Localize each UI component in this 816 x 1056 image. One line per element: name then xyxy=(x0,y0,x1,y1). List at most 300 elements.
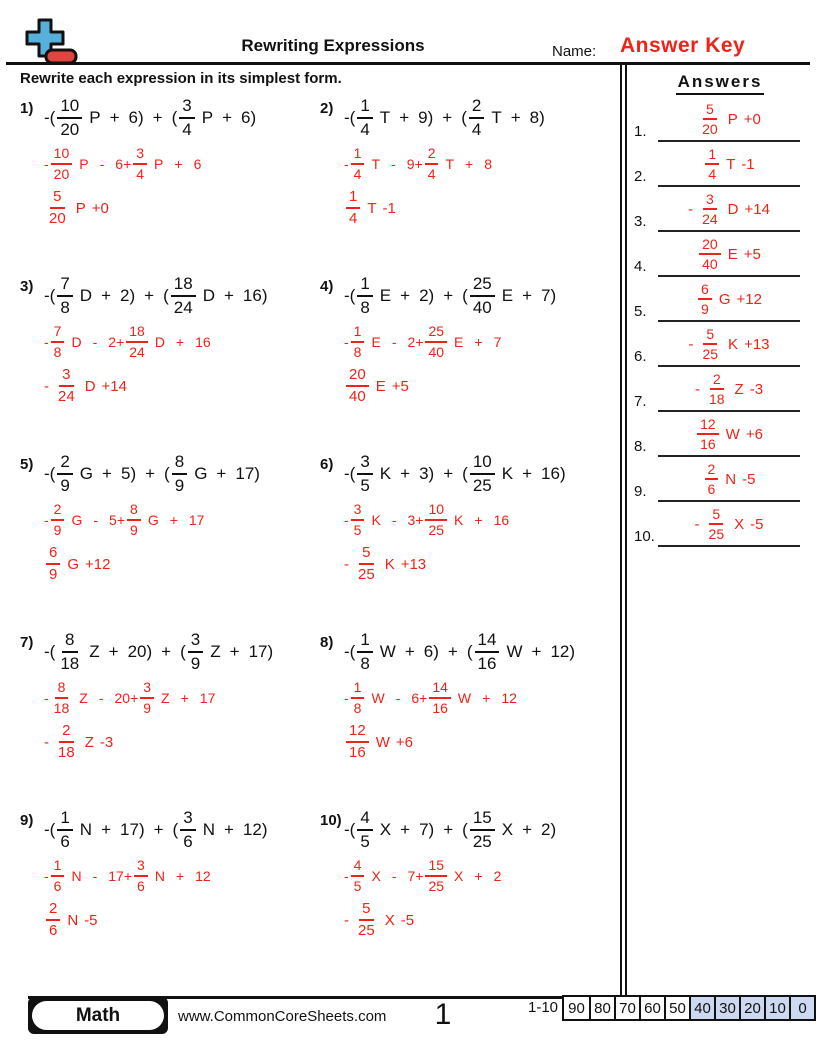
variable: N xyxy=(67,911,79,929)
fraction-numerator: 2 xyxy=(425,146,439,165)
fraction-numerator: 1 xyxy=(346,189,360,209)
answer-constant: +5 xyxy=(391,377,409,395)
minus-sign: - xyxy=(391,867,397,884)
problem-lines xyxy=(344,452,616,583)
plus-sign: + xyxy=(482,689,491,706)
minus-sign: - xyxy=(344,555,349,573)
fraction-numerator: 8 xyxy=(62,631,77,653)
problem-work xyxy=(344,502,616,537)
fraction-numerator: 18 xyxy=(126,324,148,343)
subject-badge xyxy=(28,997,168,1034)
minus-sign: - xyxy=(391,511,397,528)
minus-sign: - xyxy=(344,689,349,706)
answer-row xyxy=(634,187,806,232)
fraction-denominator: 6 xyxy=(137,877,145,894)
fraction xyxy=(699,237,721,272)
variable: Z xyxy=(79,689,88,706)
answers-list xyxy=(634,97,806,547)
variable: X xyxy=(454,867,464,884)
score-cell: 40 xyxy=(689,997,714,1019)
constant: 2 xyxy=(419,286,429,305)
website-url: www.CommonCoreSheets.com xyxy=(178,1008,387,1025)
answer-number: 2. xyxy=(634,168,647,185)
answer-key-text: Answer Key xyxy=(620,34,746,57)
close-paren: ) xyxy=(428,286,435,305)
close-paren: ) xyxy=(427,108,434,127)
variable: K xyxy=(501,464,514,483)
plus-sign: + xyxy=(415,867,424,884)
variable: Z xyxy=(734,380,744,398)
fraction-denominator: 18 xyxy=(708,391,725,408)
fraction xyxy=(180,809,195,851)
variable: G xyxy=(718,290,731,308)
minus-sign: - xyxy=(694,380,700,398)
problem-answer xyxy=(44,723,320,761)
fraction-numerator: 5 xyxy=(703,327,717,346)
problem-expression xyxy=(44,630,320,674)
fraction-denominator: 6 xyxy=(183,832,193,851)
variable: X xyxy=(384,911,395,929)
answer-row xyxy=(634,412,806,457)
constant: 12 xyxy=(242,820,262,839)
fraction-denominator: 4 xyxy=(427,165,436,182)
fraction-denominator: 9 xyxy=(701,301,709,318)
variable: G xyxy=(194,464,208,483)
fraction-denominator: 24 xyxy=(173,298,193,317)
fraction xyxy=(351,502,365,537)
variable: K xyxy=(728,335,739,353)
fraction-numerator: 10 xyxy=(425,502,447,521)
fraction-denominator: 18 xyxy=(53,699,70,716)
variable: W xyxy=(375,733,390,751)
variable: D xyxy=(154,333,165,350)
variable: N xyxy=(154,867,165,884)
problem-work xyxy=(344,680,616,715)
answer-blank xyxy=(658,147,800,187)
problem xyxy=(20,630,320,808)
plus-sign: + xyxy=(419,689,428,706)
answer-constant: +5 xyxy=(743,245,761,263)
answer-constant: +13 xyxy=(400,555,427,573)
problem-work xyxy=(44,680,320,715)
plus-sign: + xyxy=(216,464,227,483)
fraction-denominator: 25 xyxy=(702,346,719,363)
problem-work xyxy=(44,324,320,359)
fraction-numerator: 1 xyxy=(705,147,719,166)
plus-sign: + xyxy=(443,820,454,839)
close-paren: ) xyxy=(433,642,439,661)
constant: 5 xyxy=(120,464,131,483)
problem-lines xyxy=(44,452,320,583)
fraction-numerator: 10 xyxy=(470,453,495,475)
fraction xyxy=(127,502,141,537)
variable: P xyxy=(89,108,101,127)
fraction xyxy=(470,453,495,495)
variable: E xyxy=(375,377,386,395)
problem-answer xyxy=(344,901,616,939)
fraction-numerator: 3 xyxy=(134,858,148,877)
fraction xyxy=(470,809,495,851)
answer-constant: -5 xyxy=(84,911,98,929)
constant: 2 xyxy=(493,867,502,884)
constant: 16 xyxy=(195,333,211,350)
fraction-denominator: 4 xyxy=(708,166,717,183)
negative-open-paren: -( xyxy=(44,820,56,839)
fraction xyxy=(57,453,72,495)
fraction xyxy=(57,275,72,317)
score-cell: 30 xyxy=(714,997,739,1019)
plus-sign: + xyxy=(102,464,112,483)
fraction-numerator: 1 xyxy=(357,275,372,297)
problems-area xyxy=(20,96,620,986)
fraction-numerator: 15 xyxy=(470,809,495,831)
open-paren: ( xyxy=(466,642,473,661)
close-paren: ) xyxy=(250,108,257,127)
fraction-denominator: 4 xyxy=(349,210,358,228)
fraction-numerator: 18 xyxy=(171,275,196,297)
fraction-numerator: 5 xyxy=(709,507,723,526)
problem-answer xyxy=(344,723,616,761)
fraction-denominator: 6 xyxy=(60,832,70,851)
plus-sign: + xyxy=(223,820,234,839)
plus-sign: + xyxy=(223,286,234,305)
score-cell: 60 xyxy=(639,997,664,1019)
fraction-denominator: 8 xyxy=(53,343,62,360)
plus-sign: + xyxy=(222,108,233,127)
variable: E xyxy=(379,286,392,305)
answer-number: 4. xyxy=(634,258,647,275)
constant: 7 xyxy=(493,333,502,350)
minus-sign: - xyxy=(344,155,349,172)
variable: Z xyxy=(84,733,94,751)
constant: 2 xyxy=(407,333,416,350)
negative-open-paren: -( xyxy=(344,642,356,661)
plus-sign: + xyxy=(161,642,172,661)
variable: X xyxy=(371,867,381,884)
minus-sign: - xyxy=(44,867,49,884)
problem-expression xyxy=(344,96,616,140)
problem-expression xyxy=(344,452,616,496)
fraction-numerator: 7 xyxy=(51,324,65,343)
answer-blank xyxy=(658,237,800,277)
fraction xyxy=(699,102,721,137)
minus-sign: - xyxy=(44,377,49,395)
problem-number: 4) xyxy=(320,278,334,295)
fraction-numerator: 2 xyxy=(46,901,60,921)
plus-sign: + xyxy=(414,155,423,172)
fraction xyxy=(57,631,82,673)
minus-sign: - xyxy=(688,335,694,353)
answer-blank xyxy=(658,282,800,322)
plus-sign: + xyxy=(443,286,454,305)
plus-sign: + xyxy=(145,464,156,483)
fraction xyxy=(133,146,147,181)
problem-lines xyxy=(44,808,320,939)
fraction xyxy=(51,680,73,715)
answer-constant: -3 xyxy=(749,380,764,398)
plus-sign: + xyxy=(101,820,112,839)
fraction xyxy=(357,275,372,317)
fraction-denominator: 24 xyxy=(58,388,75,406)
minus-sign: - xyxy=(44,511,49,528)
close-paren: ) xyxy=(428,464,435,483)
fraction-denominator: 24 xyxy=(129,343,145,360)
fraction-numerator: 1 xyxy=(351,680,365,699)
constant: 17 xyxy=(108,867,124,884)
variable: K xyxy=(371,511,381,528)
answer-blank xyxy=(658,102,800,142)
variable: N xyxy=(71,867,82,884)
fraction-numerator: 10 xyxy=(57,97,82,119)
problem-work xyxy=(44,146,320,181)
variable: D xyxy=(71,333,82,350)
fraction-numerator: 1 xyxy=(351,146,365,165)
column-divider xyxy=(620,65,627,996)
constant: 20 xyxy=(127,642,147,661)
plus-sign: + xyxy=(415,333,424,350)
problem-answer xyxy=(44,545,320,583)
answer-blank xyxy=(658,372,800,412)
fraction xyxy=(126,324,148,359)
minus-sign: - xyxy=(395,689,401,706)
fraction-denominator: 4 xyxy=(182,120,192,139)
answer-number: 10. xyxy=(634,528,655,545)
variable: E xyxy=(371,333,381,350)
variable: G xyxy=(79,464,94,483)
page-title: Rewriting Expressions xyxy=(241,36,425,55)
close-paren: ) xyxy=(550,286,557,305)
answer-constant: +6 xyxy=(395,733,413,751)
answer-constant: -5 xyxy=(742,470,756,488)
open-paren: ( xyxy=(461,108,467,127)
fraction xyxy=(705,462,719,497)
plus-sign: + xyxy=(123,155,132,172)
fraction-denominator: 5 xyxy=(353,877,362,894)
fraction-denominator: 24 xyxy=(702,211,718,228)
constant: 2 xyxy=(108,333,117,350)
variable: N xyxy=(725,470,737,488)
fraction-numerator: 2 xyxy=(51,502,65,521)
answer-number: 3. xyxy=(634,213,647,230)
constant: 2 xyxy=(541,820,551,839)
variable: N xyxy=(79,820,93,839)
fraction-denominator: 20 xyxy=(49,210,66,228)
score-cell: 0 xyxy=(789,997,814,1019)
problem-expression xyxy=(44,96,320,140)
fraction xyxy=(46,901,60,939)
minus-sign: - xyxy=(344,511,349,528)
problem xyxy=(320,96,616,274)
open-paren: ( xyxy=(172,820,179,839)
open-paren: ( xyxy=(171,108,178,127)
problem-lines xyxy=(44,630,320,761)
constant: 6 xyxy=(128,108,138,127)
fraction-denominator: 16 xyxy=(700,436,716,453)
constant: 17 xyxy=(235,464,255,483)
fraction-denominator: 4 xyxy=(136,165,145,182)
fraction-numerator: 2 xyxy=(59,723,73,743)
close-paren: ) xyxy=(129,286,136,305)
close-paren: ) xyxy=(261,286,268,305)
fraction xyxy=(355,545,378,583)
fraction-denominator: 25 xyxy=(708,526,725,543)
fraction-numerator: 12 xyxy=(697,417,719,436)
fraction xyxy=(51,858,65,893)
variable: G xyxy=(147,511,159,528)
plus-sign: + xyxy=(474,511,483,528)
fraction-numerator: 2 xyxy=(710,372,724,391)
fraction xyxy=(140,680,154,715)
fraction xyxy=(706,372,728,407)
fraction-numerator: 1 xyxy=(357,97,372,119)
page-number: 1 xyxy=(434,998,452,1031)
problem-number: 2) xyxy=(320,100,334,117)
variable: G xyxy=(67,555,80,573)
variable: T xyxy=(371,155,381,172)
fraction xyxy=(357,631,372,673)
answer-blank xyxy=(658,462,800,502)
plus-sign: + xyxy=(153,820,164,839)
fraction-denominator: 9 xyxy=(190,654,201,673)
answer-number: 6. xyxy=(634,348,647,365)
name-label: Name: xyxy=(552,43,597,60)
fraction xyxy=(55,723,78,761)
close-paren: ) xyxy=(539,108,545,127)
variable: T xyxy=(491,108,502,127)
variable: Z xyxy=(161,689,170,706)
fraction-numerator: 3 xyxy=(179,97,194,119)
variable: W xyxy=(506,642,523,661)
fraction-denominator: 40 xyxy=(349,388,366,406)
answer-number: 5. xyxy=(634,303,647,320)
minus-sign: - xyxy=(44,155,49,172)
variable: W xyxy=(725,425,740,443)
answer-row xyxy=(634,322,806,367)
variable: P xyxy=(79,155,89,172)
fraction-denominator: 9 xyxy=(49,566,58,584)
fraction-denominator: 40 xyxy=(702,256,718,273)
plus-minus-logo-icon xyxy=(22,18,78,66)
fraction-denominator: 5 xyxy=(360,832,370,851)
variable: E xyxy=(727,245,738,263)
plus-sign: + xyxy=(522,286,533,305)
variable: P xyxy=(154,155,164,172)
fraction-denominator: 4 xyxy=(360,120,370,139)
fraction-denominator: 8 xyxy=(353,343,362,360)
fraction-numerator: 1 xyxy=(51,858,65,877)
constant: 9 xyxy=(406,155,415,172)
negative-open-paren: -( xyxy=(44,464,56,483)
fraction-numerator: 3 xyxy=(180,809,195,831)
plus-sign: + xyxy=(152,108,163,127)
plus-sign: + xyxy=(229,642,240,661)
close-paren: ) xyxy=(138,108,144,127)
minus-sign: - xyxy=(93,511,99,528)
variable: G xyxy=(71,511,83,528)
plus-sign: + xyxy=(108,642,119,661)
fraction-numerator: 4 xyxy=(351,858,365,877)
fraction-numerator: 8 xyxy=(127,502,141,521)
plus-sign: + xyxy=(101,286,112,305)
problem-answer xyxy=(44,901,320,939)
plus-sign: + xyxy=(180,689,189,706)
subject-badge-label: Math xyxy=(32,1001,164,1030)
constant: 16 xyxy=(541,464,560,483)
constant: 7 xyxy=(419,820,429,839)
constant: 7 xyxy=(407,867,416,884)
fraction-numerator: 25 xyxy=(470,275,495,297)
fraction-denominator: 6 xyxy=(49,922,58,940)
minus-sign: - xyxy=(44,733,49,751)
fraction xyxy=(425,324,447,359)
fraction xyxy=(351,858,365,893)
fraction-denominator: 8 xyxy=(60,298,70,317)
fraction xyxy=(469,97,484,139)
fraction-denominator: 6 xyxy=(707,481,716,498)
plus-sign: + xyxy=(400,820,411,839)
plus-sign: + xyxy=(123,867,133,884)
fraction-denominator: 18 xyxy=(58,744,75,762)
fraction-denominator: 16 xyxy=(477,654,497,673)
variable: D xyxy=(727,200,739,218)
fraction xyxy=(425,146,439,181)
fraction xyxy=(699,327,721,362)
plus-sign: + xyxy=(443,464,454,483)
minus-sign: - xyxy=(44,333,49,350)
answer-constant: +0 xyxy=(91,199,109,217)
instruction-text: Rewrite each expression in its simplest form. xyxy=(20,70,342,87)
answer-row xyxy=(634,142,806,187)
problem xyxy=(320,452,616,630)
answer-blank xyxy=(658,507,800,547)
problem-number: 7) xyxy=(20,634,34,651)
variable: X xyxy=(379,820,392,839)
plus-sign: + xyxy=(399,108,410,127)
score-table xyxy=(562,995,816,1021)
problem-answer xyxy=(344,367,616,405)
constant: 12 xyxy=(550,642,570,661)
plus-sign: + xyxy=(447,642,458,661)
fraction-denominator: 20 xyxy=(702,121,718,138)
fraction-numerator: 3 xyxy=(703,192,717,211)
fraction-denominator: 25 xyxy=(428,521,445,538)
negative-open-paren: -( xyxy=(44,286,56,305)
problem-answer xyxy=(44,367,320,405)
constant: 8 xyxy=(484,155,493,172)
fraction-numerator: 2 xyxy=(705,462,719,481)
score-cell: 70 xyxy=(614,997,639,1019)
variable: Z xyxy=(89,642,100,661)
fraction-denominator: 25 xyxy=(358,566,375,584)
plus-sign: + xyxy=(400,286,411,305)
minus-sign: - xyxy=(98,689,104,706)
minus-sign: - xyxy=(694,515,700,533)
constant: 5 xyxy=(109,511,117,528)
minus-sign: - xyxy=(391,333,397,350)
fraction xyxy=(46,545,60,583)
problem-lines xyxy=(344,808,616,939)
fraction-numerator: 5 xyxy=(359,545,373,565)
minus-sign: - xyxy=(688,200,694,218)
fraction-numerator: 5 xyxy=(50,189,64,209)
open-paren: ( xyxy=(163,286,169,305)
fraction-numerator: 5 xyxy=(359,901,373,921)
constant: 7 xyxy=(541,286,551,305)
problem-lines xyxy=(344,274,616,405)
constant: 16 xyxy=(493,511,510,528)
problem xyxy=(320,274,616,452)
answer-blank xyxy=(658,417,800,457)
